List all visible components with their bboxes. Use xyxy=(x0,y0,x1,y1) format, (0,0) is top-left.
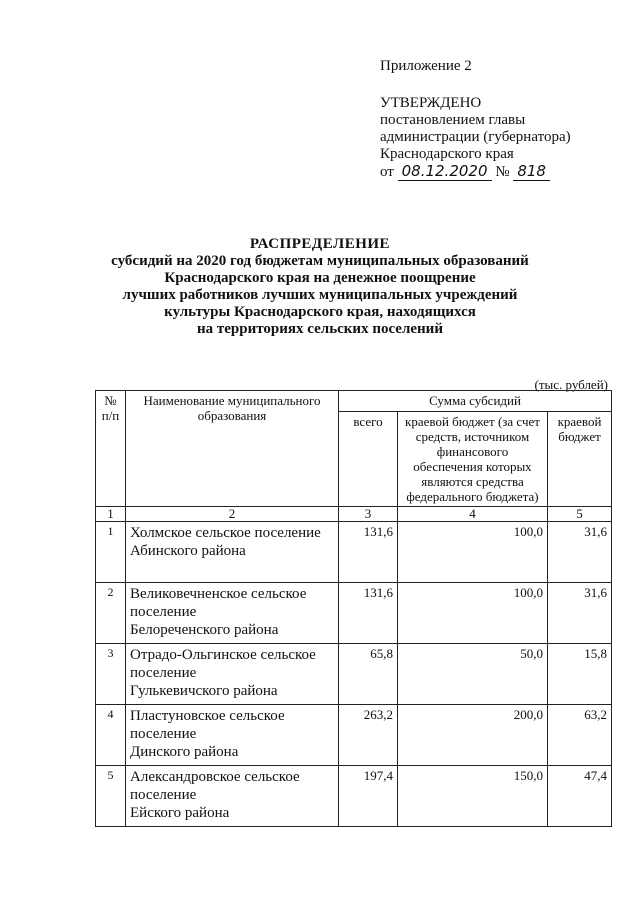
table-row xyxy=(96,522,612,583)
row-number: 4 xyxy=(96,705,126,766)
total-value: 197,4 xyxy=(339,766,398,827)
total-value: 263,2 xyxy=(339,705,398,766)
regional-value: 15,8 xyxy=(548,644,612,705)
column-number: 4 xyxy=(398,507,548,522)
municipality-name xyxy=(126,583,339,644)
header-no: № п/п xyxy=(96,391,126,507)
approved-by-line-2: администрации (губернатора) xyxy=(380,129,571,145)
subsidy-table xyxy=(95,390,612,827)
name-line: поселение xyxy=(130,604,197,620)
federal-value: 200,0 xyxy=(398,705,548,766)
approved-by-line-3: Краснодарского края xyxy=(380,146,514,162)
name-line: Отрадо-Ольгинское сельское xyxy=(130,647,316,663)
name-line: поселение xyxy=(130,665,197,681)
approval-date: 08.12.2020 xyxy=(398,162,492,181)
row-number: 5 xyxy=(96,766,126,827)
total-value: 131,6 xyxy=(339,522,398,583)
regional-value: 31,6 xyxy=(548,583,612,644)
name-line: поселение xyxy=(130,726,197,742)
name-line: Ейского района xyxy=(130,805,230,821)
column-number: 5 xyxy=(548,507,612,522)
header-total: всего xyxy=(339,412,398,507)
column-number: 1 xyxy=(96,507,126,522)
title-line-2: Краснодарского края на денежное поощрение xyxy=(164,270,476,286)
table-row xyxy=(96,766,612,827)
approved-label: УТВЕРЖДЕНО xyxy=(380,95,482,111)
name-line: Великовечненское сельское xyxy=(130,586,307,602)
regional-value: 63,2 xyxy=(548,705,612,766)
total-value: 131,6 xyxy=(339,583,398,644)
column-numbers-row xyxy=(96,507,612,522)
name-line: Холмское сельское поселение xyxy=(130,525,321,541)
name-line: Пластуновское сельское xyxy=(130,708,285,724)
total-value: 65,8 xyxy=(339,644,398,705)
column-number: 2 xyxy=(126,507,339,522)
federal-value: 100,0 xyxy=(398,522,548,583)
table-row xyxy=(96,583,612,644)
units-label: (тыс. рублей) xyxy=(534,377,608,392)
header-regional: краевой бюджет xyxy=(548,412,612,507)
row-number: 3 xyxy=(96,644,126,705)
title-line-4: культуры Краснодарского края, находящихся xyxy=(164,304,476,320)
row-number: 2 xyxy=(96,583,126,644)
municipality-name xyxy=(126,644,339,705)
column-number: 3 xyxy=(339,507,398,522)
document-title xyxy=(0,236,640,338)
municipality-name xyxy=(126,766,339,827)
title-line-3: лучших работников лучших муниципальных учреждений xyxy=(122,287,518,303)
header-sum: Сумма субсидий xyxy=(339,391,612,412)
federal-value: 100,0 xyxy=(398,583,548,644)
title-line-1: субсидий на 2020 год бюджетам муниципальных образований xyxy=(111,253,529,269)
regional-value: 47,4 xyxy=(548,766,612,827)
header-name: Наименование муниципального образования xyxy=(126,391,339,507)
name-line: Белореченского района xyxy=(130,622,279,638)
approved-by-line-1: постановлением главы xyxy=(380,112,526,128)
federal-value: 150,0 xyxy=(398,766,548,827)
appendix-label: Приложение 2 xyxy=(380,58,472,74)
header-regional-federal: краевой бюджет (за счет средств, источником финансового обеспечения которых являются средства федерального бюджета) xyxy=(398,412,548,507)
name-line: Александровское сельское xyxy=(130,769,300,785)
municipality-name xyxy=(126,705,339,766)
approval-number: 818 xyxy=(513,162,550,181)
approval-date-line xyxy=(380,163,571,181)
approval-block xyxy=(380,58,571,181)
name-line: Абинского района xyxy=(130,543,246,559)
number-prefix: № xyxy=(495,164,510,180)
title-line-5: на территориях сельских поселений xyxy=(197,321,443,337)
name-line: поселение xyxy=(130,787,197,803)
name-line: Гулькевичского района xyxy=(130,683,278,699)
row-number: 1 xyxy=(96,522,126,583)
table-row xyxy=(96,644,612,705)
regional-value: 31,6 xyxy=(548,522,612,583)
name-line: Динского района xyxy=(130,744,239,760)
table-row xyxy=(96,705,612,766)
federal-value: 50,0 xyxy=(398,644,548,705)
municipality-name xyxy=(126,522,339,583)
date-prefix: от xyxy=(380,164,394,180)
title-main: РАСПРЕДЕЛЕНИЕ xyxy=(249,236,391,252)
